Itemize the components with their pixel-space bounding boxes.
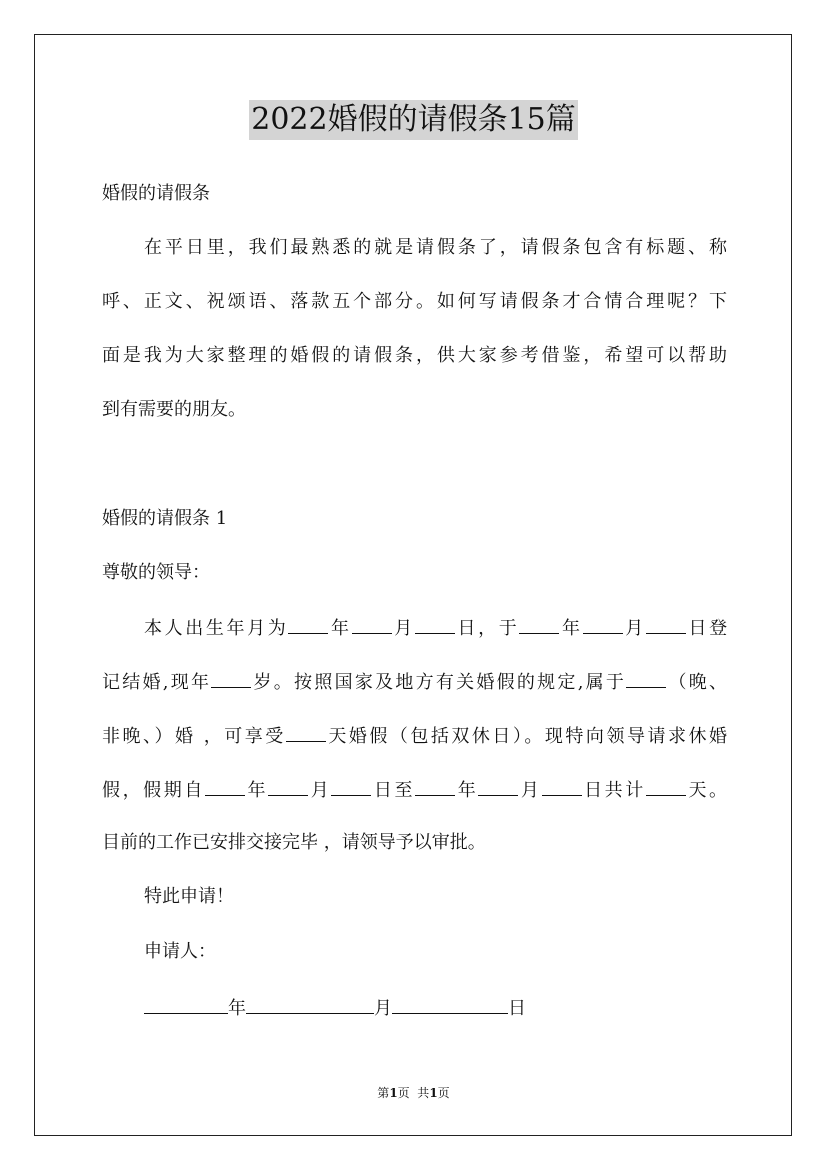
- body-text: 月: [622, 618, 646, 639]
- body-text: 年: [559, 618, 583, 639]
- body-text: 日共计: [581, 780, 646, 801]
- fill-blank: [144, 995, 228, 1014]
- intro-line-4: 到有需要的朋友。: [102, 399, 246, 420]
- body-text: 假，假期自: [102, 780, 205, 801]
- body-text: 年: [455, 780, 479, 801]
- footer-page-number: 1: [389, 1086, 398, 1100]
- body-text: 记结婚,现年: [102, 672, 212, 693]
- letter-applicant: 申请人：: [144, 941, 216, 962]
- fill-blank: [205, 777, 245, 796]
- letter-body-line-5: 目前的工作已安排交接完毕 ，请领导予以审批。: [102, 832, 486, 853]
- fill-blank: [392, 995, 508, 1014]
- letter-date-line: [144, 995, 727, 1021]
- date-label-year: 年: [228, 998, 246, 1019]
- letter-salutation: 尊敬的领导：: [102, 562, 210, 583]
- fill-blank: [646, 777, 686, 796]
- fill-blank: [583, 615, 623, 634]
- letter-heading: 婚假的请假条 1: [102, 508, 228, 529]
- body-text: （晚、: [666, 672, 727, 693]
- footer-mid: 页 共: [397, 1086, 430, 1100]
- fill-blank: [286, 723, 326, 742]
- fill-blank: [352, 615, 392, 634]
- intro-line-2: 呼、正文、祝颂语、落款五个部分。如何写请假条才合情合理呢？下: [102, 291, 727, 312]
- body-text: 日，于: [454, 618, 520, 639]
- fill-blank: [246, 995, 374, 1014]
- body-text: 日登: [685, 618, 728, 639]
- fill-blank: [331, 777, 371, 796]
- body-text: 天婚假（包括双休日）。现特向领导请求休婚: [325, 726, 727, 747]
- body-text: 月: [391, 618, 415, 639]
- fill-blank: [211, 669, 251, 688]
- fill-blank: [288, 615, 328, 634]
- fill-blank: [478, 777, 518, 796]
- fill-blank: [415, 777, 455, 796]
- fill-blank: [626, 669, 666, 688]
- title-wrap: [0, 100, 827, 140]
- intro-line-3: 面是我为大家整理的婚假的请假条，供大家参考借鉴，希望可以帮助: [102, 345, 727, 366]
- body-text: 年: [244, 780, 269, 801]
- fill-blank: [268, 777, 308, 796]
- intro-line-1: 在平日里，我们最熟悉的就是请假条了，请假条包含有标题、称: [144, 237, 727, 258]
- fill-blank: [519, 615, 559, 634]
- letter-body-line-1: [144, 615, 727, 641]
- letter-body-line-2: [102, 669, 727, 695]
- body-text: 月: [518, 780, 542, 801]
- body-text: 岁。按照国家及地方有关婚假的规定,属于: [251, 672, 627, 693]
- footer-prefix: 第: [377, 1086, 390, 1100]
- body-text: 月: [308, 780, 332, 801]
- date-label-month: 月: [374, 998, 392, 1019]
- footer-total-pages: 1: [429, 1086, 438, 1100]
- letter-body-line-3: [102, 723, 727, 749]
- body-text: 日至: [371, 780, 416, 801]
- body-text: 年: [328, 618, 352, 639]
- letter-body-line-4: [102, 777, 727, 803]
- section-heading: 婚假的请假条: [102, 183, 210, 204]
- letter-closing: 特此申请！: [144, 886, 234, 907]
- fill-blank: [646, 615, 686, 634]
- fill-blank: [542, 777, 582, 796]
- page-footer: [0, 1085, 827, 1101]
- fill-blank: [415, 615, 455, 634]
- document-title: 2022婚假的请假条15篇: [249, 100, 578, 140]
- footer-suffix: 页: [437, 1086, 450, 1100]
- date-label-day: 日: [508, 998, 526, 1019]
- body-text: 本人出生年月为: [144, 618, 289, 639]
- body-text: 非晚、）婚 ，可享受: [102, 726, 286, 747]
- body-text: 天。: [685, 780, 728, 801]
